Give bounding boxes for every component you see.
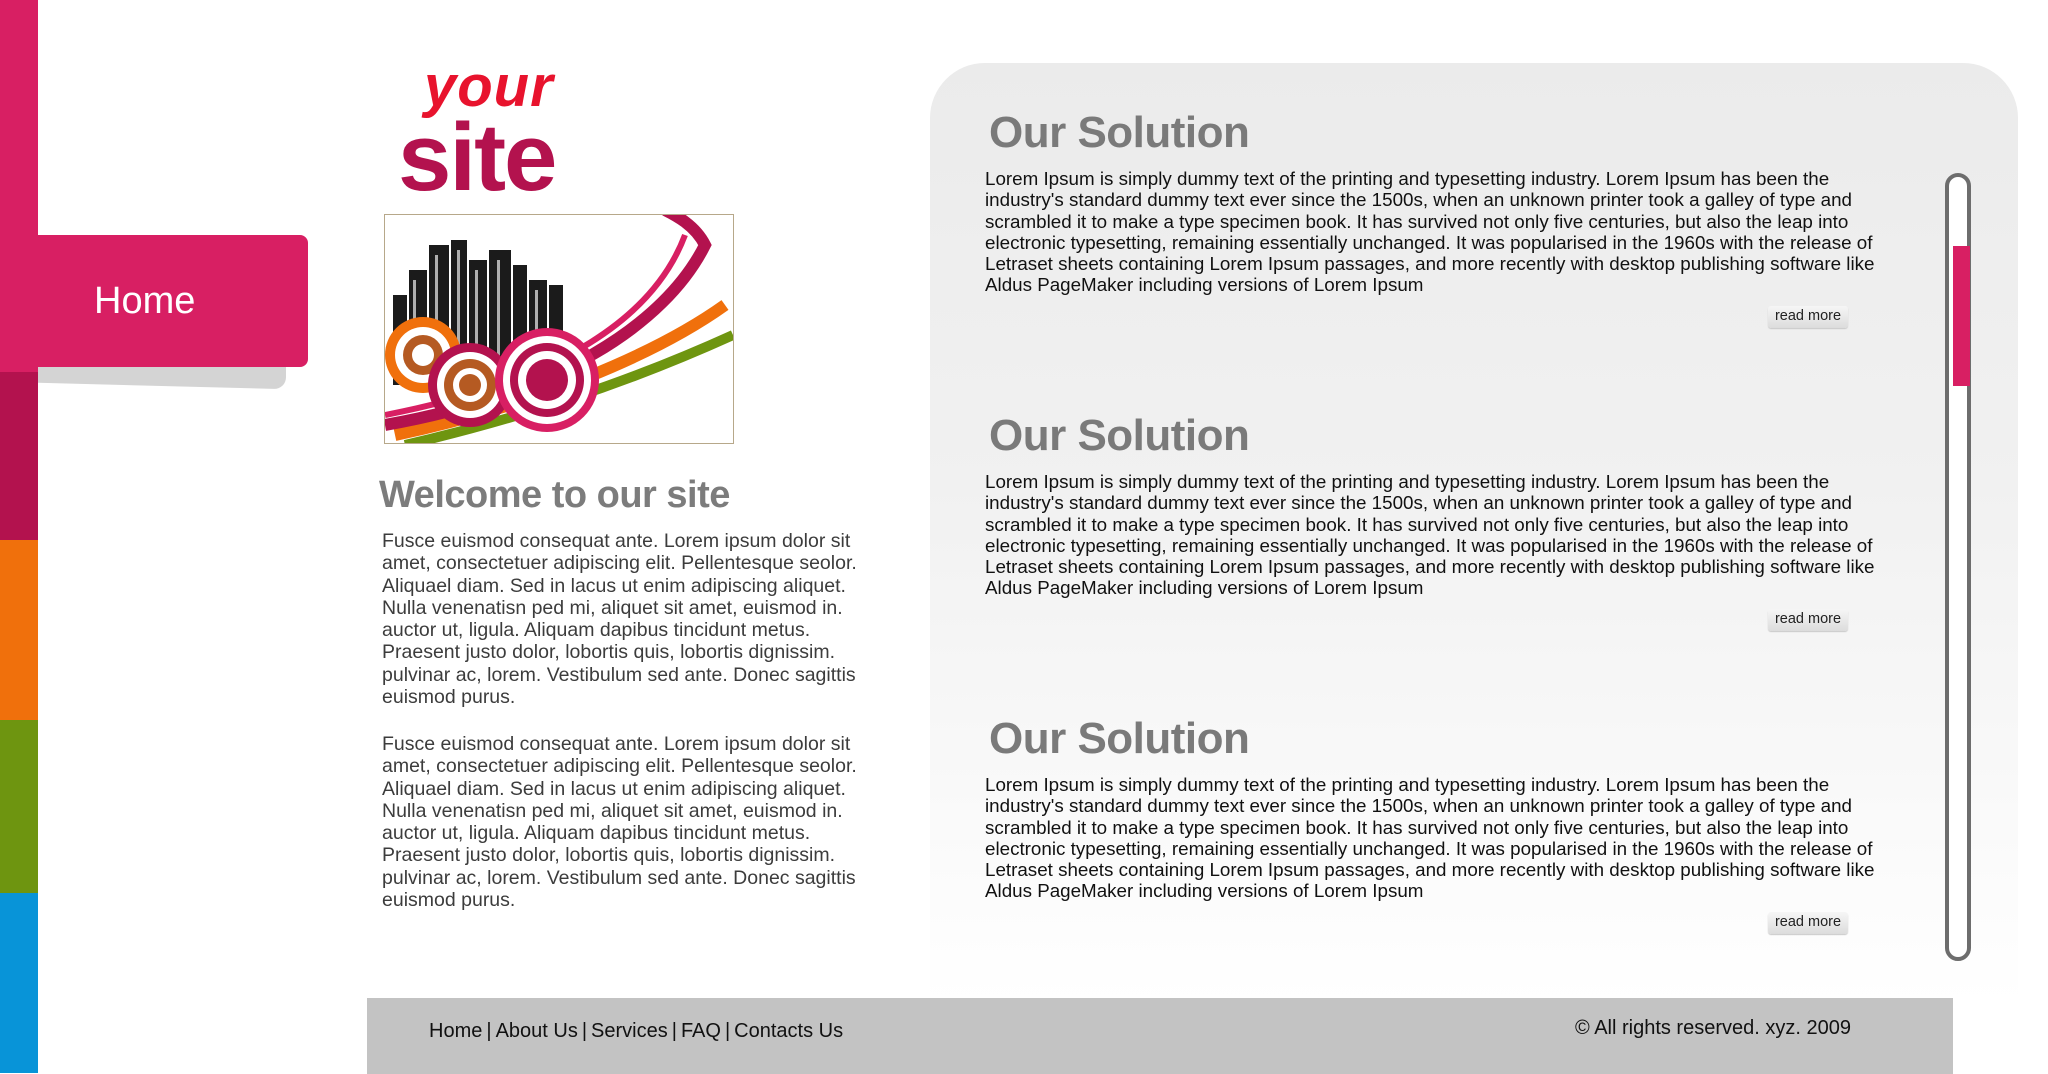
read-more-button[interactable]: read more [1768,306,1848,328]
scrollbar-thumb[interactable] [1953,246,1970,386]
solution-title: Our Solution [989,108,1250,157]
strip-segment-pink [0,0,38,372]
city-swirl-illustration [385,215,733,443]
footer [367,998,1953,1074]
footer-separator: | [486,1020,492,1042]
footer-link-faq[interactable]: FAQ [680,1020,721,1042]
solution-text: Lorem Ipsum is simply dummy text of the printing and typesetting industry. Lorem Ipsum has been the industry's standard dummy text ever since the 1500s, when an unknown printer took a galley of type and scrambled it to make a type specimen book. It has survived not only five centuries, but also the leap into electronic typesetting, remaining essentially unchanged. It was popularised in the 1960s with the release of Letraset sheets containing Lorem Ipsum passages, and more recently with desktop publishing software like Aldus PageMaker including versions of Lorem Ipsum [985,774,1875,902]
logo-your-text: your [424,54,554,119]
strip-segment-green [0,720,38,893]
banner-image [384,214,734,444]
strip-segment-orange [0,540,38,720]
read-more-button[interactable]: read more [1768,609,1848,631]
nav-home-label: Home [94,279,196,322]
welcome-title: Welcome to our site [379,474,730,516]
footer-separator: | [671,1020,677,1042]
solution-text: Lorem Ipsum is simply dummy text of the printing and typesetting industry. Lorem Ipsum has been the industry's standard dummy text ever since the 1500s, when an unknown printer took a galley of type and scrambled it to make a type specimen book. It has survived not only five centuries, but also the leap into electronic typesetting, remaining essentially unchanged. It was popularised in the 1960s with the release of Letraset sheets containing Lorem Ipsum passages, and more recently with desktop publishing software like Aldus PageMaker including versions of Lorem Ipsum [985,471,1875,599]
footer-link-services[interactable]: Services [591,1020,668,1042]
nav-home-tab[interactable] [38,235,308,367]
read-more-button[interactable]: read more [1768,912,1848,934]
welcome-paragraph: Fusce euismod consequat ante. Lorem ipsum dolor sit amet, consectetuer adipiscing elit. Pellentesque seolor. Aliquael diam. Sed in lacus ut enim adipiscing aliquet. Nulla venenatisn ped mi, aliquet sit amet, euismod in. auctor ut, ligula. Aliquam dapibus tincidunt metus. Praesent justo dolor, lobortis quis, lobortis dignissim. pulvinar ac, lorem. Vestibulum sed ante. Donec sagittis euismod purus. [382,733,857,912]
footer-link-contacts[interactable]: Contacts Us [734,1020,844,1042]
strip-segment-crimson [0,372,38,540]
copyright-text: © All rights reserved. xyz. 2009 [1575,1017,1851,1039]
logo-site-text: site [398,104,556,211]
footer-separator: | [581,1020,588,1042]
solution-text: Lorem Ipsum is simply dummy text of the printing and typesetting industry. Lorem Ipsum has been the industry's standard dummy text ever since the 1500s, when an unknown printer took a galley of type and scrambled it to make a type specimen book. It has survived not only five centuries, but also the leap into electronic typesetting, remaining essentially unchanged. It was popularised in the 1960s with the release of Letraset sheets containing Lorem Ipsum passages, and more recently with desktop publishing software like Aldus PageMaker including versions of Lorem Ipsum [985,168,1875,296]
solution-title: Our Solution [989,411,1250,460]
footer-link-about[interactable]: About Us [495,1020,578,1042]
welcome-paragraph: Fusce euismod consequat ante. Lorem ipsum dolor sit amet, consectetuer adipiscing elit. Pellentesque seolor. Aliquael diam. Sed in lacus ut enim adipiscing aliquet. Nulla venenatisn ped mi, aliquet sit amet, euismod in. auctor ut, ligula. Aliquam dapibus tincidunt metus. Praesent justo dolor, lobortis quis, lobortis dignissim. pulvinar ac, lorem. Vestibulum sed ante. Donec sagittis euismod purus. [382,530,857,709]
footer-separator: | [724,1020,731,1042]
solution-title: Our Solution [989,714,1250,763]
footer-nav [429,1020,843,1043]
footer-link-home[interactable]: Home [429,1020,483,1042]
strip-segment-blue [0,893,38,1073]
